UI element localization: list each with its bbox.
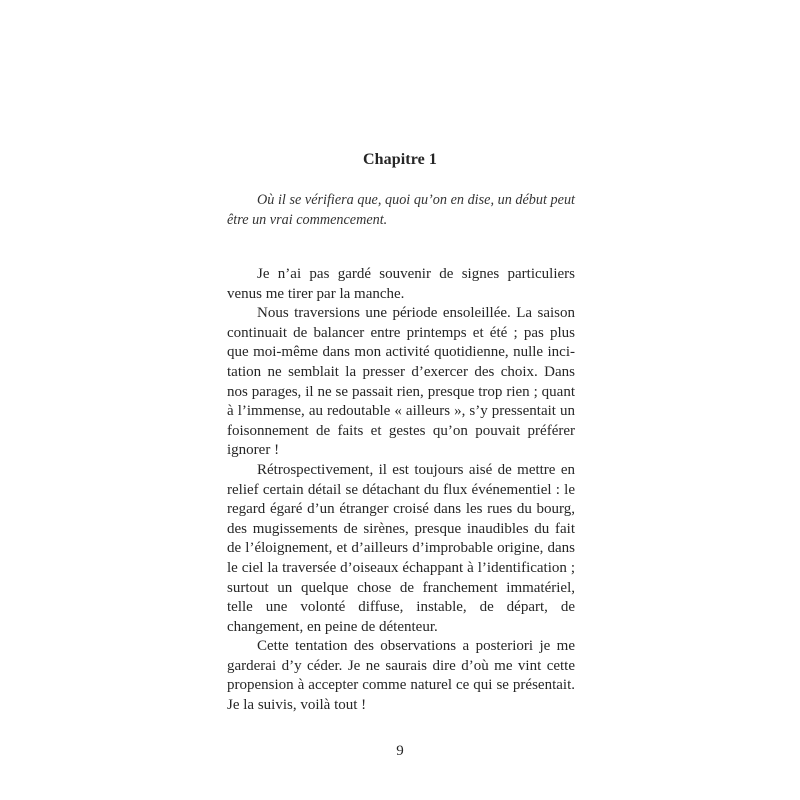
chapter-title: Chapitre 1 [362,151,438,168]
paragraph: Nous traversions une période ensoleillée. La saison continuait de balancer entre printemps et été ; pas plus que moi-même dans mon activité quotidienne, nulle incitation ne semblait la presser d’exercer des choix. Dans nos parages, il ne se passait rien, presque trop rien ; quant à l’immense, au redoutable « ailleurs », s’y pressentait un foisonnement de faits et gestes qu’on pouvait préférer ignorer ! [227,305,575,459]
page-number: 9 [396,743,404,759]
paragraph: Cette tentation des observations a posteriori je me garderai d’y céder. Je ne saurais dire d’où me vint cette propension à accepter comme naturel ce qui se présentait. Je la suivis, voilà tout ! [227,638,575,714]
paragraph: Je n’ai pas gardé souvenir de signes particuliers venus me tirer par la manche. [227,266,575,302]
chapter-epigraph: Où il se vérifiera que, quoi qu’on en dise, un début peut être un vrai commencement. [227,192,575,228]
chapter-body [227,265,575,716]
paragraph: Rétrospectivement, il est toujours aisé de mettre en relief certain détail se détachant du flux événementiel : le regard égaré d’un étranger croisé dans les rues du bourg, des mugissements de sirènes, presque inaudibles du fait de l’éloignement, et d’ailleurs d’improbable origine, dans le ciel la traversée d’oiseaux échappant à l’identification ; surtout un quelque chose de franchement immatériel, telle une volonté diffuse, instable, de départ, de changement, en peine de détenteur. [227,461,575,635]
